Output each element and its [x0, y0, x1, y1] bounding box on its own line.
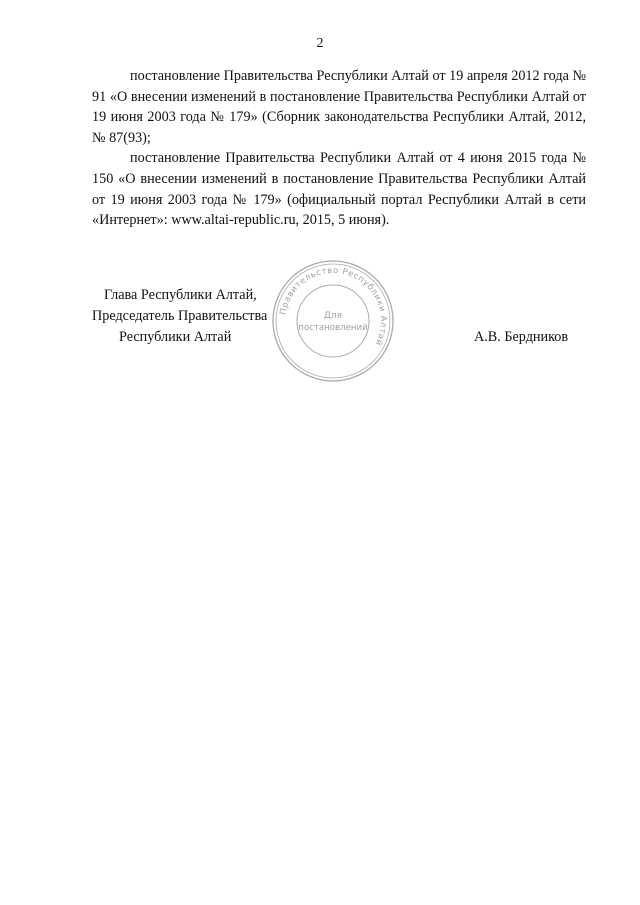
seal-outer-ring-2 — [276, 264, 390, 378]
signatory-name: А.В. Бердников — [474, 329, 569, 345]
official-seal — [270, 258, 396, 384]
seal-inner-text-2: постановлений — [298, 323, 368, 333]
seal-outer-ring — [273, 261, 393, 381]
signatory-position-line-3: Республики Алтай — [119, 329, 232, 345]
seal-ring-textpath: Правительство Республики Алтай — [277, 264, 390, 348]
paragraph-1: постановление Правительства Республики Алтай от 19 апреля 2012 года № 91 «О внесении изменений в постановление Правительства Республики Алтай от 19 июня 2003 года № 179» (Сборник законодательства Республики Алтай, 2012, № 87(93); — [92, 68, 586, 146]
seal-inner-text-1: Для — [323, 311, 343, 321]
seal-ring-text — [277, 265, 389, 348]
page-number: 2 — [316, 36, 324, 51]
seal-inner-ring — [297, 285, 369, 357]
document-body — [92, 66, 586, 231]
seal-graphic — [270, 258, 396, 384]
signatory-position-line-1: Глава Республики Алтай, — [104, 287, 257, 303]
paragraph-2: постановление Правительства Республики Алтай от 4 июня 2015 года № 150 «О внесении изменений в постановление Правительства Республики Алтай от 19 июня 2003 года № 179» (официальный портал Республики Алтай в сети «Интернет»: www.altai-republic.ru, 2015, 5 июня). — [92, 150, 586, 229]
signatory-position-line-2: Председатель Правительства — [92, 308, 268, 324]
